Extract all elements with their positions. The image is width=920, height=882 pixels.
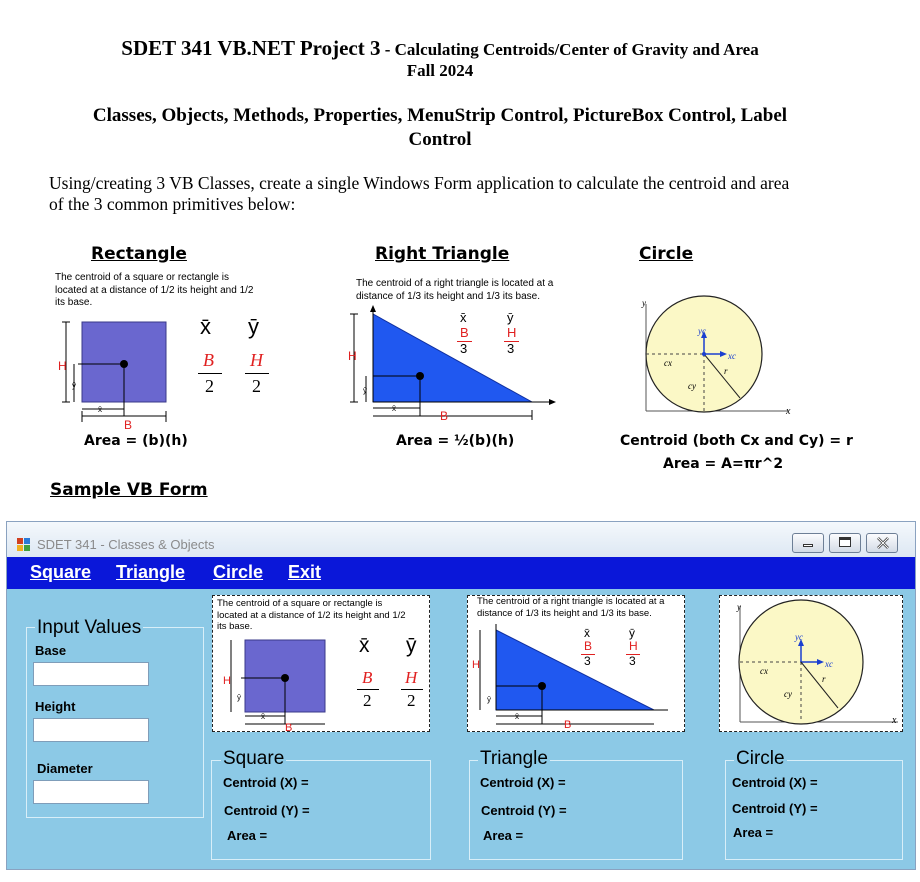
rect-y-fraction-bar <box>245 373 269 374</box>
subtitle-line2: Control <box>408 129 472 150</box>
rect-ybar-label: ȳ <box>72 381 76 390</box>
pb-tri-ybar-label: ȳ <box>487 695 491 704</box>
circle-cx-label: cx <box>664 358 672 368</box>
pb-tri-b: B <box>584 639 593 653</box>
pb-rect-h-label: H <box>223 675 231 687</box>
tri-h-label: H <box>348 349 357 363</box>
height-input[interactable] <box>33 718 149 742</box>
tri-xbar-label: x̄ <box>392 404 396 413</box>
pb-circle-cy: cy <box>784 689 792 699</box>
circle-picturebox <box>719 595 903 732</box>
pb-rect-h: H <box>405 668 418 687</box>
pb-square-note-line3: its base. <box>217 621 253 632</box>
menu-exit[interactable]: Exit <box>288 562 322 582</box>
circle-centroid-y: Centroid (Y) = <box>732 801 818 816</box>
pb-square-note <box>217 598 406 633</box>
pb-tri-h: H <box>629 639 638 653</box>
rect-h-numerator: H <box>250 350 263 370</box>
input-values-label: Input Values <box>37 617 142 638</box>
triangle-heading: Right Triangle <box>375 244 510 264</box>
maximize-button[interactable] <box>829 533 861 553</box>
sample-form-heading: Sample VB Form <box>50 480 208 500</box>
pb-square-note-line1: The centroid of a square or rectangle is <box>217 598 383 609</box>
rectangle-note-line1: The centroid of a square or rectangle is <box>55 272 229 283</box>
circle-xc-label: xc <box>728 351 736 361</box>
rectangle-note-line2: located at a distance of 1/2 its height and 1/2 <box>55 284 254 296</box>
square-group-label: Square <box>223 748 285 769</box>
tri-b-label: B <box>440 409 449 423</box>
triangle-area: Area = ½(b)(h) <box>396 433 515 449</box>
triangle-group-label: Triangle <box>480 748 548 769</box>
pb-rect-xbar: x̄ <box>359 634 370 657</box>
circle-area-text: Area = A=πr^2 <box>663 456 784 472</box>
pb-tri-h-label: H <box>472 659 480 671</box>
title-dash: - <box>380 40 395 59</box>
pb-circle-y: y <box>737 602 741 612</box>
tri-xbar: x̄ <box>460 310 467 325</box>
pb-rect-b-label: B <box>285 722 293 732</box>
document-title <box>0 36 880 61</box>
triangle-note-line1: The centroid of a right triangle is located at a <box>356 278 554 289</box>
rectangle-heading: Rectangle <box>91 244 187 264</box>
diameter-input[interactable] <box>33 780 149 804</box>
pb-circle-r: r <box>822 674 826 684</box>
square-centroid-y: Centroid (Y) = <box>224 803 310 818</box>
title-main: SDET 341 VB.NET Project 3 <box>121 36 381 60</box>
tri-h-numerator: H <box>507 325 517 340</box>
circle-area: Area = <box>733 825 774 840</box>
square-centroid-x: Centroid (X) = <box>223 775 309 790</box>
pb-circle-xc: xc <box>825 659 833 669</box>
rect-b-label: B <box>124 418 133 432</box>
term: Fall 2024 <box>406 61 474 80</box>
pb-tri-xbar: x̄ <box>584 626 590 640</box>
pb-tri-b-label: B <box>564 719 572 731</box>
triangle-centroid-y: Centroid (Y) = <box>481 803 567 818</box>
maximize-icon <box>839 537 851 547</box>
triangle-diagram <box>342 304 557 424</box>
rectangle-note-line3: its base. <box>55 297 93 308</box>
rectangle-area: Area = (b)(h) <box>84 433 188 449</box>
circle-y-label: y <box>642 298 646 308</box>
circle-centroid-text: Centroid (both Cx and Cy) = r <box>620 433 853 449</box>
tri-x-denominator: 3 <box>460 341 468 356</box>
sample-window <box>6 521 916 870</box>
pb-rect-ybar: ȳ <box>406 634 417 657</box>
pb-square-diagram <box>221 634 336 732</box>
pb-tri-x-den: 3 <box>584 654 591 668</box>
rect-h-label: H <box>58 359 67 373</box>
menu-square[interactable]: Square <box>30 562 92 582</box>
square-area: Area = <box>227 828 268 843</box>
close-button[interactable] <box>866 533 898 553</box>
circle-cy-label: cy <box>688 381 696 391</box>
rect-ybar: ȳ <box>248 314 259 339</box>
circle-heading: Circle <box>639 244 694 264</box>
pb-tri-note-line1: The centroid of a right triangle is located at a <box>477 596 665 607</box>
pb-tri-xbar-label: x̄ <box>515 712 519 721</box>
circle-group-label: Circle <box>736 748 785 769</box>
triangle-picturebox <box>467 595 685 732</box>
minimize-icon <box>803 544 813 547</box>
centroid-dot <box>120 360 128 368</box>
rect-y-denominator: 2 <box>252 376 261 396</box>
window-title: SDET 341 - Classes & Objects <box>37 537 215 552</box>
pb-rect-b: B <box>362 668 373 687</box>
tri-y-denominator: 3 <box>507 341 515 356</box>
pb-square-note-line2: located at a distance of 1/2 its height and 1/2 <box>217 609 406 621</box>
circle-r-label: r <box>724 366 728 376</box>
diameter-label: Diameter <box>37 761 93 776</box>
height-label: Height <box>35 699 76 714</box>
pb-tri-diagram <box>468 622 683 732</box>
rect-x-fraction-bar <box>198 373 222 374</box>
triangle-centroid-x: Centroid (X) = <box>480 775 566 790</box>
app-icon <box>17 538 31 551</box>
close-icon <box>876 537 890 549</box>
triangle-area: Area = <box>483 828 524 843</box>
pb-rect-xbar-label: x̄ <box>261 712 265 721</box>
pb-circle-x: x <box>892 715 897 726</box>
pb-rect-y-den: 2 <box>407 691 416 710</box>
base-input[interactable] <box>33 662 149 686</box>
circle-diagram <box>628 294 804 420</box>
pb-tri-ybar: ȳ <box>629 626 635 640</box>
subtitle-line1: Classes, Objects, Methods, Properties, MenuStrip Control, PictureBox Control, Label <box>92 105 788 126</box>
pb-tri-note-line2: distance of 1/3 its height and 1/3 its base. <box>477 607 652 619</box>
minimize-button[interactable] <box>792 533 824 553</box>
circle-x-label: x <box>786 406 791 417</box>
pb-circle-yc: yc <box>795 632 803 642</box>
intro-line1: Using/creating 3 VB Classes, create a single Windows Form application to calculate the centroid and area <box>49 173 790 193</box>
tri-centroid-dot <box>416 372 424 380</box>
circle-yc-label: yc <box>698 326 706 336</box>
pb-rect-x-den: 2 <box>363 691 372 710</box>
triangle-note-line2: distance of 1/3 its height and 1/3 its base. <box>356 290 541 302</box>
rect-xbar-label: x̄ <box>98 405 102 414</box>
title-rest: Calculating Centroids/Center of Gravity and Area <box>394 40 759 59</box>
pb-rect-ybar-label: ȳ <box>237 693 241 702</box>
menu-circle[interactable]: Circle <box>213 562 264 582</box>
pb-tri-y-den: 3 <box>629 654 636 668</box>
pb-rect-y-bar <box>401 689 423 690</box>
base-label: Base <box>35 643 67 658</box>
tri-b-numerator: B <box>460 325 469 340</box>
pb-rect-x-bar <box>357 689 379 690</box>
menu-triangle[interactable]: Triangle <box>116 562 186 582</box>
tri-ybar-label: ȳ <box>363 386 367 395</box>
rect-x-denominator: 2 <box>205 376 214 396</box>
rect-b-numerator: B <box>203 350 214 370</box>
pb-tri-note <box>477 596 664 619</box>
rect-xbar: x̄ <box>200 314 211 339</box>
pb-circle-cx: cx <box>760 666 768 676</box>
square-picturebox <box>212 595 430 732</box>
circle-centroid-x: Centroid (X) = <box>732 775 818 790</box>
intro-line2: of the 3 common primitives below: <box>49 194 296 214</box>
pb-circle-diagram <box>720 596 903 732</box>
rectangle-note <box>55 272 253 310</box>
tri-ybar: ȳ <box>507 310 514 325</box>
triangle-note <box>356 278 553 303</box>
